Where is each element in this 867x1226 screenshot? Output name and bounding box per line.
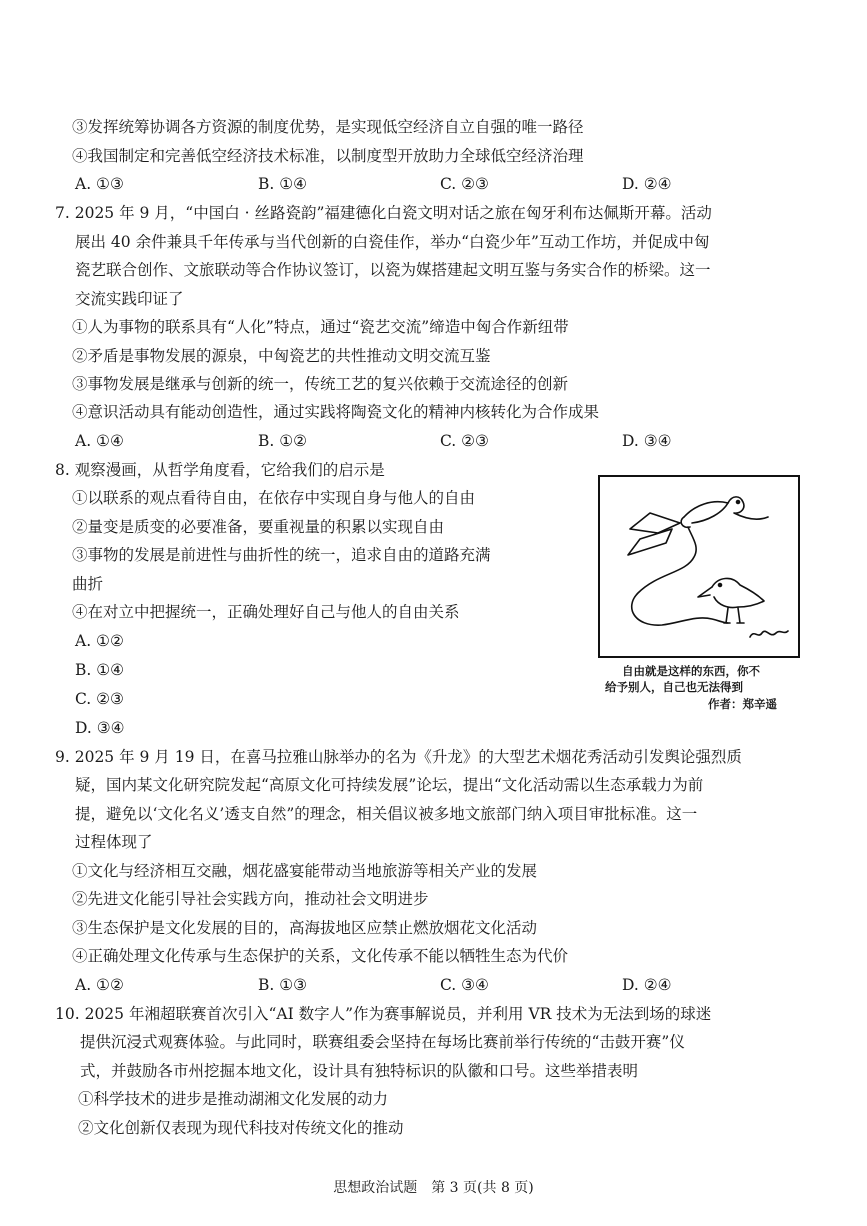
q9-stem-line-3: 提，避免以‘文化名义’透支自然”的理念，相关倡议被多地文旅部门纳入项目审批标准。这一 — [75, 805, 698, 823]
q9-option-a: A. ①② — [75, 976, 124, 994]
q8-option-c: C. ②③ — [75, 690, 124, 708]
cartoon-drawing — [600, 477, 798, 656]
q7-statement-4: ④意识活动具有能动创造性，通过实践将陶瓷文化的精神内核转化为合作成果 — [72, 403, 600, 421]
q7-stem-line-1: 7. 2025 年 9 月，“中国白 · 丝路瓷韵”福建德化白瓷文明对话之旅在匈牙利布达佩斯开幕。活动 — [55, 204, 712, 222]
q7-option-b: B. ①② — [258, 432, 308, 450]
q8-statement-3a: ③事物的发展是前进性与曲折性的统一，追求自由的道路充满 — [72, 546, 491, 564]
q7-statement-3: ③事物发展是继承与创新的统一，传统工艺的复兴依赖于交流途径的创新 — [72, 375, 569, 393]
q7-stem-line-2: 展出 40 余件兼具千年传承与当代创新的白瓷佳作，举办“白瓷少年”互动工作坊，并促成中匈 — [75, 233, 710, 251]
cartoon-frame — [598, 475, 800, 658]
q9-option-b: B. ①③ — [258, 976, 308, 994]
q10-stem-line-2: 提供沉浸式观赛体验。与此同时，联赛组委会坚持在每场比赛前举行传统的“击鼓开赛”仪 — [80, 1033, 685, 1051]
q8-option-d: D. ③④ — [75, 719, 125, 737]
q6-statement-3: ③发挥统筹协调各方资源的制度优势，是实现低空经济自立自强的唯一路径 — [72, 118, 584, 136]
q9-statement-4: ④正确处理文化传承与生态保护的关系，文化传承不能以牺牲生态为代价 — [72, 947, 569, 965]
q9-stem-line-1: 9. 2025 年 9 月 19 日，在喜马拉雅山脉举办的名为《升龙》的大型艺术烟花秀活动引发舆论强烈质 — [55, 748, 742, 766]
q6-option-c: C. ②③ — [440, 175, 489, 193]
q8-stem: 8. 观察漫画，从哲学角度看，它给我们的启示是 — [55, 461, 385, 479]
q8-option-b: B. ①④ — [75, 661, 125, 679]
q7-option-c: C. ②③ — [440, 432, 489, 450]
cartoon-author: 作者：郑辛遥 — [708, 697, 777, 711]
q9-statement-1: ①文化与经济相互交融，烟花盛宴能带动当地旅游等相关产业的发展 — [72, 862, 538, 880]
cartoon-caption-line-1: 自由就是这样的东西，你不 — [622, 664, 760, 678]
q6-option-d: D. ②④ — [622, 175, 672, 193]
page-footer: 思想政治试题 第 3 页(共 8 页) — [333, 1180, 534, 1196]
q7-stem-line-4: 交流实践印证了 — [75, 290, 184, 308]
q8-statement-4: ④在对立中把握统一，正确处理好自己与他人的自由关系 — [72, 603, 460, 621]
q7-statement-1: ①人为事物的联系具有“人化”特点，通过“瓷艺交流”缔造中匈合作新纽带 — [72, 318, 569, 336]
q10-statement-1: ①科学技术的进步是推动湖湘文化发展的动力 — [78, 1090, 389, 1108]
q7-option-a: A. ①④ — [75, 432, 124, 450]
q8-option-a: A. ①② — [75, 632, 124, 650]
q6-option-a: A. ①③ — [75, 175, 124, 193]
q9-option-d: D. ②④ — [622, 976, 672, 994]
q7-statement-2: ②矛盾是事物发展的源泉，中匈瓷艺的共性推动文明交流互鉴 — [72, 347, 491, 365]
q10-stem-line-3: 式，并鼓励各市州挖掘本地文化，设计具有独特标识的队徽和口号。这些举措表明 — [80, 1062, 639, 1080]
q9-statement-2: ②先进文化能引导社会实践方向，推动社会文明进步 — [72, 890, 429, 908]
q10-statement-2: ②文化创新仅表现为现代科技对传统文化的推动 — [78, 1119, 404, 1137]
q8-statement-3b: 曲折 — [72, 575, 104, 593]
q8-statement-1: ①以联系的观点看待自由，在依存中实现自身与他人的自由 — [72, 489, 476, 507]
q9-option-c: C. ③④ — [440, 976, 489, 994]
q6-statement-4: ④我国制定和完善低空经济技术标准，以制度型开放助力全球低空经济治理 — [72, 147, 584, 165]
q7-option-d: D. ③④ — [622, 432, 672, 450]
q8-statement-2: ②量变是质变的必要准备，要重视量的积累以实现自由 — [72, 518, 445, 536]
q7-stem-line-3: 瓷艺联合创作、文旅联动等合作协议签订，以瓷为媒搭建起文明互鉴与务实合作的桥梁。这一 — [75, 261, 711, 279]
cartoon-caption-line-2: 给予别人，自己也无法得到 — [605, 680, 743, 694]
q9-statement-3: ③生态保护是文化发展的目的，高海拔地区应禁止燃放烟花文化活动 — [72, 919, 538, 937]
q9-stem-line-4: 过程体现了 — [75, 833, 153, 851]
q6-option-b: B. ①④ — [258, 175, 308, 193]
q9-stem-line-2: 疑，国内某文化研究院发起“高原文化可持续发展”论坛，提出“文化活动需以生态承载力为前 — [75, 776, 704, 794]
q10-stem-line-1: 10. 2025 年湘超联赛首次引入“AI 数字人”作为赛事解说员，并利用 VR 技术为无法到场的球迷 — [55, 1005, 712, 1023]
